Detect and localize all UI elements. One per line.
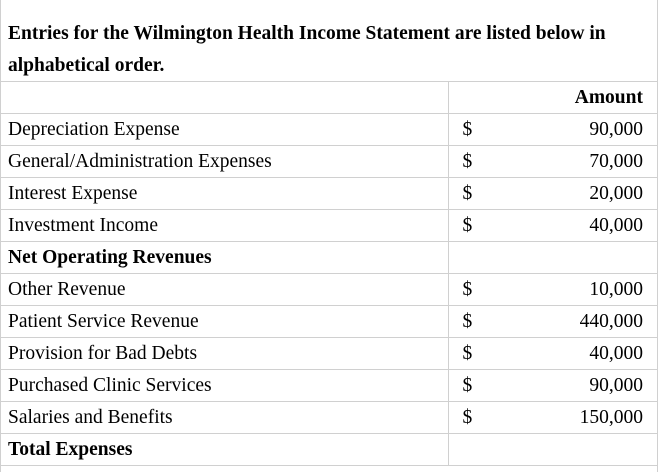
entry-label-cell[interactable]: Interest Expense: [1, 178, 448, 210]
dollar-sign-cell[interactable]: [448, 242, 518, 274]
table-row: [1, 274, 657, 306]
amount-cell[interactable]: 70,000: [518, 146, 657, 178]
table-row: [1, 402, 657, 434]
dollar-sign-cell[interactable]: [448, 434, 518, 466]
dollar-sign-cell[interactable]: $: [448, 402, 518, 434]
amount-cell[interactable]: 20,000: [518, 178, 657, 210]
table-row: [1, 114, 657, 146]
entry-label-cell[interactable]: Patient Service Revenue: [1, 306, 448, 338]
amount-cell[interactable]: 90,000: [518, 114, 657, 146]
entry-label-cell[interactable]: General/Administration Expenses: [1, 146, 448, 178]
amount-cell[interactable]: 90,000: [518, 370, 657, 402]
header-row: [1, 82, 657, 114]
dollar-sign-cell[interactable]: $: [448, 306, 518, 338]
table-row: [1, 146, 657, 178]
dollar-sign-cell[interactable]: $: [448, 146, 518, 178]
header-dollar-cell[interactable]: [448, 82, 518, 114]
table-row: [1, 210, 657, 242]
table-row: [1, 370, 657, 402]
amount-cell[interactable]: [518, 434, 657, 466]
table-row: [1, 242, 657, 274]
statement-title: Entries for the Wilmington Health Income Statement are listed below in alphabetical order.: [1, 0, 657, 82]
amount-cell[interactable]: 440,000: [518, 306, 657, 338]
table-row: [1, 306, 657, 338]
amount-cell[interactable]: [518, 242, 657, 274]
table-row: [1, 434, 657, 466]
total-label-cell[interactable]: Total Expenses: [1, 434, 448, 466]
income-statement-table: [1, 82, 657, 466]
header-amount-cell[interactable]: Amount: [518, 82, 657, 114]
entry-label-cell[interactable]: Other Revenue: [1, 274, 448, 306]
subtotal-label-cell[interactable]: Net Operating Revenues: [1, 242, 448, 274]
entry-label-cell[interactable]: Depreciation Expense: [1, 114, 448, 146]
dollar-sign-cell[interactable]: $: [448, 210, 518, 242]
entry-label-cell[interactable]: Investment Income: [1, 210, 448, 242]
amount-cell[interactable]: 150,000: [518, 402, 657, 434]
amount-cell[interactable]: 40,000: [518, 338, 657, 370]
dollar-sign-cell[interactable]: $: [448, 114, 518, 146]
table-row: [1, 338, 657, 370]
table-row: [1, 178, 657, 210]
amount-cell[interactable]: 10,000: [518, 274, 657, 306]
dollar-sign-cell[interactable]: $: [448, 370, 518, 402]
dollar-sign-cell[interactable]: $: [448, 338, 518, 370]
entry-label-cell[interactable]: Purchased Clinic Services: [1, 370, 448, 402]
amount-cell[interactable]: 40,000: [518, 210, 657, 242]
dollar-sign-cell[interactable]: $: [448, 274, 518, 306]
dollar-sign-cell[interactable]: $: [448, 178, 518, 210]
entry-label-cell[interactable]: Salaries and Benefits: [1, 402, 448, 434]
header-label-cell[interactable]: [1, 82, 448, 114]
entry-label-cell[interactable]: Provision for Bad Debts: [1, 338, 448, 370]
